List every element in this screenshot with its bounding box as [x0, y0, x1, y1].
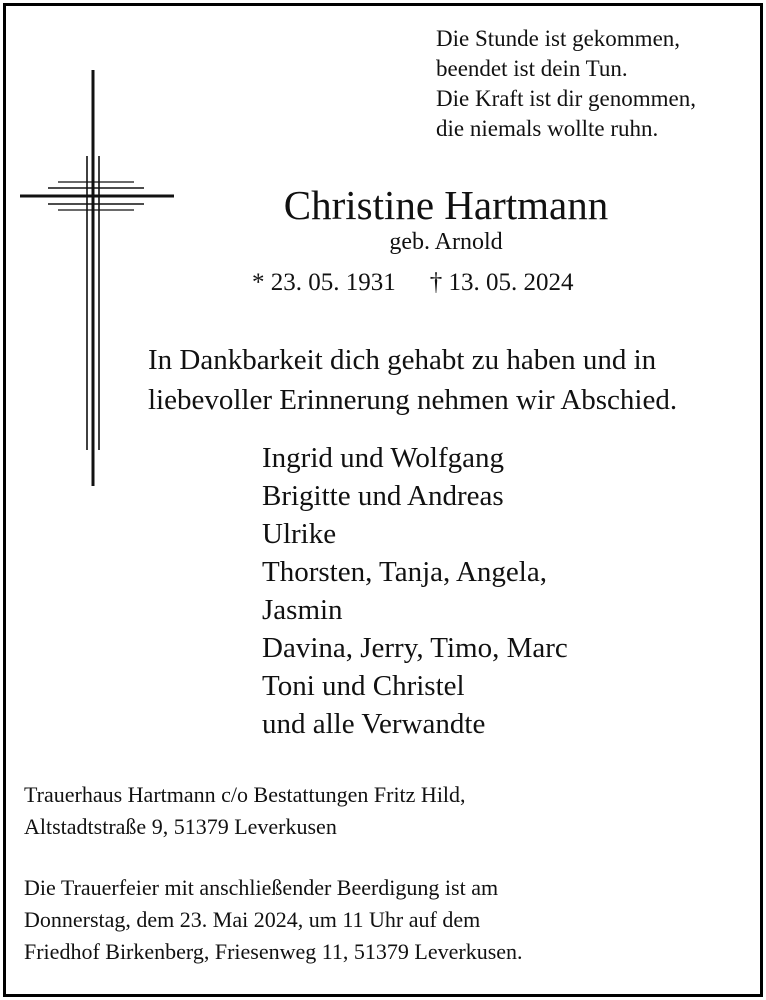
gratitude-text	[148, 340, 677, 420]
mourner-entry: Brigitte und Andreas	[262, 480, 504, 512]
mourner-entry: und alle Verwandte	[262, 708, 486, 740]
mourner-entry: Ingrid und Wolfgang	[262, 442, 504, 474]
gratitude-line: In Dankbarkeit dich gehabt zu haben und in	[148, 344, 657, 376]
maiden-name: geb. Arnold	[389, 229, 503, 255]
mourner-entry: Ulrike	[262, 518, 337, 550]
mourner-entry: Thorsten, Tanja, Angela,	[262, 556, 547, 588]
mourning-address	[24, 779, 466, 843]
mourners-list	[262, 439, 568, 743]
funeral-line: Friedhof Birkenberg, Friesenweg 11, 51379 Leverkusen.	[24, 939, 523, 964]
address-line: Altstadtstraße 9, 51379 Leverkusen	[24, 814, 337, 839]
funeral-notice	[24, 872, 523, 968]
poem-line: Die Stunde ist gekommen,	[436, 26, 681, 51]
poem	[436, 24, 696, 144]
deceased-name: Christine Hartmann	[283, 182, 609, 228]
mourner-entry: Davina, Jerry, Timo, Marc	[262, 632, 568, 664]
death-symbol: †	[429, 269, 443, 296]
birth-symbol: *	[252, 269, 265, 296]
death-date: 13. 05. 2024	[448, 269, 574, 296]
mourner-entry: Toni und Christel	[262, 670, 465, 702]
funeral-line: Donnerstag, dem 23. Mai 2024, um 11 Uhr auf dem	[24, 907, 481, 932]
poem-line: die niemals wollte ruhn.	[436, 116, 659, 141]
life-dates	[252, 266, 574, 300]
cross-icon	[18, 66, 178, 490]
poem-line: Die Kraft ist dir genommen,	[436, 86, 696, 111]
mourner-entry: Jasmin	[262, 594, 343, 626]
poem-line: beendet ist dein Tun.	[436, 56, 628, 81]
funeral-line: Die Trauerfeier mit anschließender Beerdigung ist am	[24, 875, 499, 900]
birth-date: 23. 05. 1931	[270, 269, 396, 296]
address-line: Trauerhaus Hartmann c/o Bestattungen Fritz Hild,	[24, 782, 466, 807]
gratitude-line: liebevoller Erinnerung nehmen wir Abschied.	[148, 384, 678, 416]
